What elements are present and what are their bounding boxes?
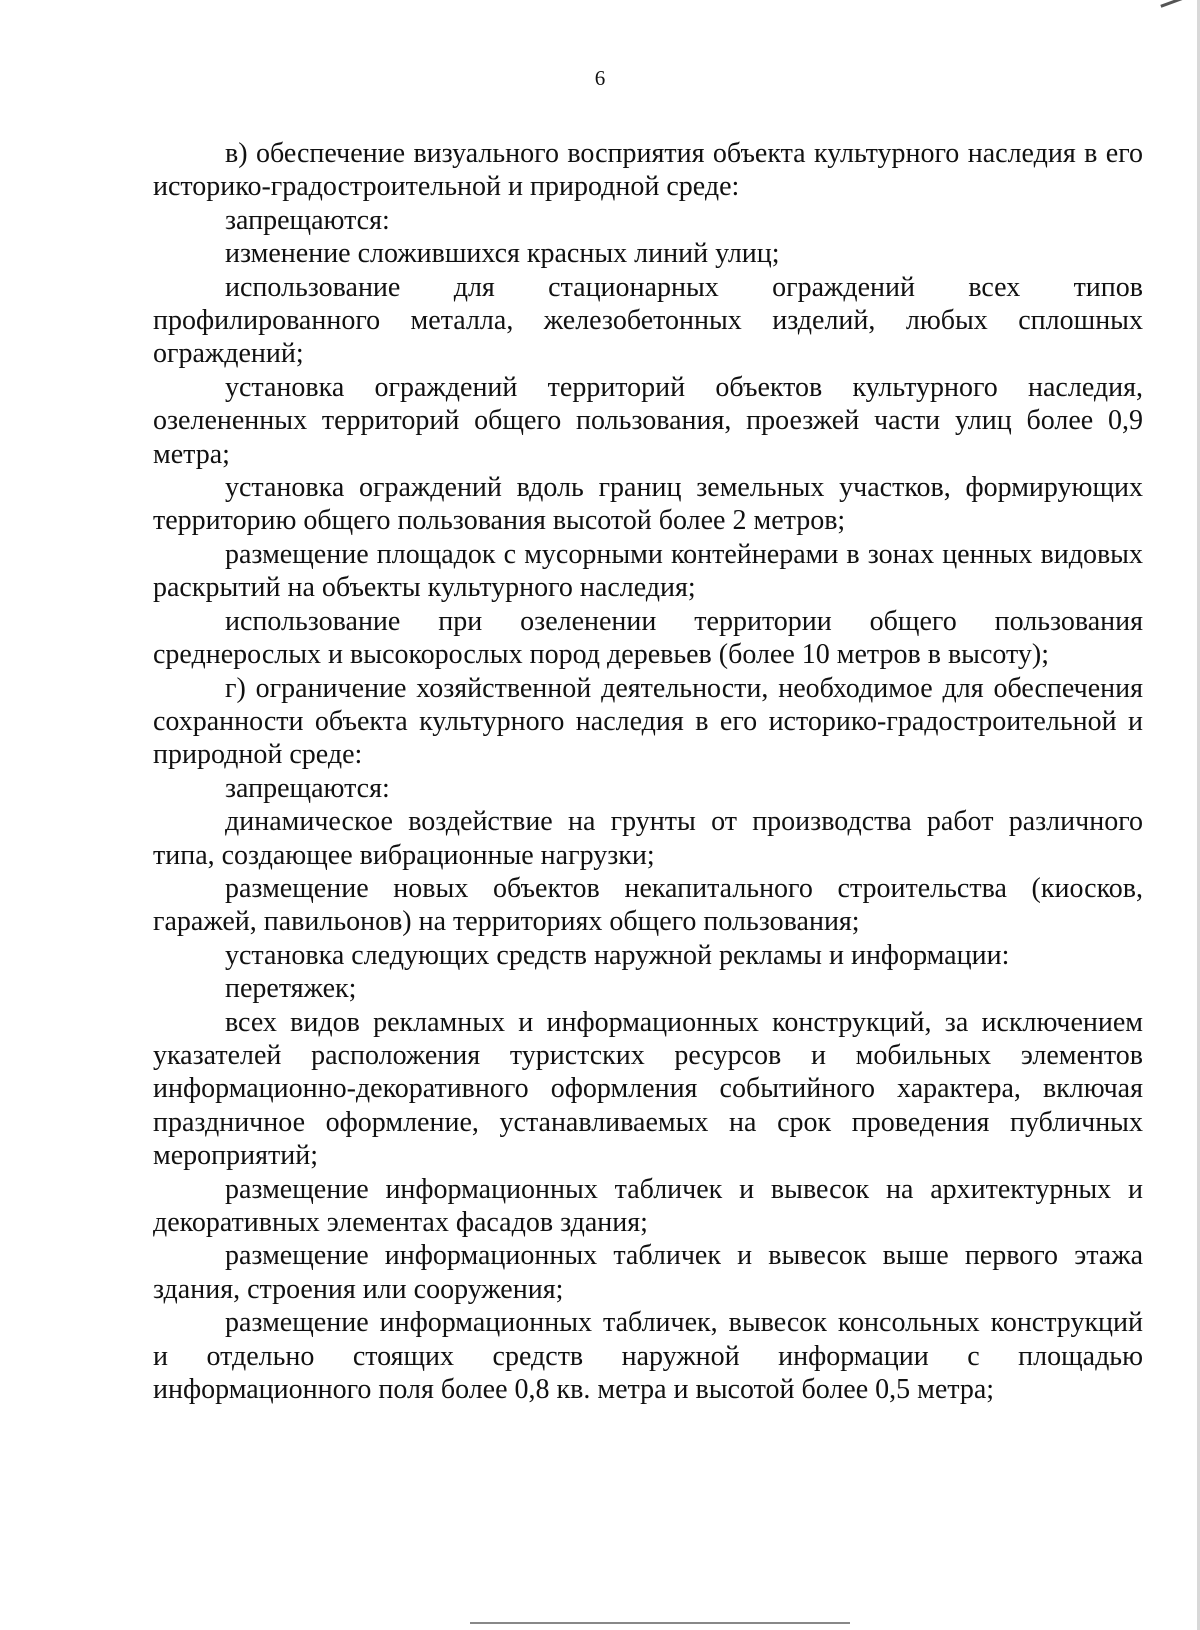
page-number: 6 [594, 66, 606, 90]
paragraph: использование при озеленении территории общего пользования среднерослых и высокорослых пород деревьев (более 10 метров в высоту); [153, 605, 1143, 671]
paragraph: размещение информационных табличек и вывесок выше первого этажа здания, строения или сооружения; [153, 1240, 1143, 1305]
document-body [153, 137, 1143, 1406]
paragraph: динамическое воздействие на грунты от производства работ различного типа, создающее вибрационные нагрузки; [153, 806, 1143, 871]
scan-bottom-line [470, 1622, 850, 1624]
paragraph: установка следующих средств наружной рекламы и информации: [225, 939, 1010, 971]
paragraph: перетяжек; [225, 973, 357, 1005]
paragraph: использование для стационарных ограждений всех типов профилированного металла, железобетонных изделий, любых сплошных ограждений; [153, 271, 1143, 370]
paragraph: всех видов рекламных и информационных конструкций, за исключением указателей расположения туристских ресурсов и мобильных элементов информационно-декоративного оформления событийного характера, включая праздничное оформление, устанавливаемых на срок проведения публичных мероприятий; [153, 1006, 1143, 1172]
paragraph: запрещаются: [225, 772, 390, 804]
paragraph: размещение информационных табличек и вывесок на архитектурных и декоративных элементах фасадов здания; [153, 1173, 1143, 1238]
paragraph: в) обеспечение визуального восприятия объекта культурного наследия в его историко-градостроительной и природной среде: [153, 138, 1143, 203]
paragraph: изменение сложившихся красных линий улиц; [225, 238, 780, 270]
paragraph: г) ограничение хозяйственной деятельности, необходимое для обеспечения сохранности объекта культурного наследия в его историко-градостроительной и природной среде: [153, 672, 1143, 771]
paragraph: установка ограждений территорий объектов культурного наследия, озелененных территорий общего пользования, проезжей части улиц более 0,9 метра; [153, 371, 1143, 470]
paragraph: установка ограждений вдоль границ земельных участков, формирующих территорию общего пользования высотой более 2 метров; [153, 472, 1143, 537]
paragraph: размещение информационных табличек, вывесок консольных конструкций и отдельно стоящих средств наружной информации с площадью информационного поля более 0,8 кв. метра и высотой более 0,5 метра; [153, 1307, 1143, 1406]
paragraph: размещение новых объектов некапитального строительства (киосков, гаражей, павильонов) на территориях общего пользования; [153, 872, 1143, 938]
paragraph: запрещаются: [225, 204, 390, 236]
paragraph: размещение площадок с мусорными контейнерами в зонах ценных видовых раскрытий на объекты культурного наследия; [153, 538, 1143, 604]
scan-edge-mark [1160, 0, 1187, 8]
